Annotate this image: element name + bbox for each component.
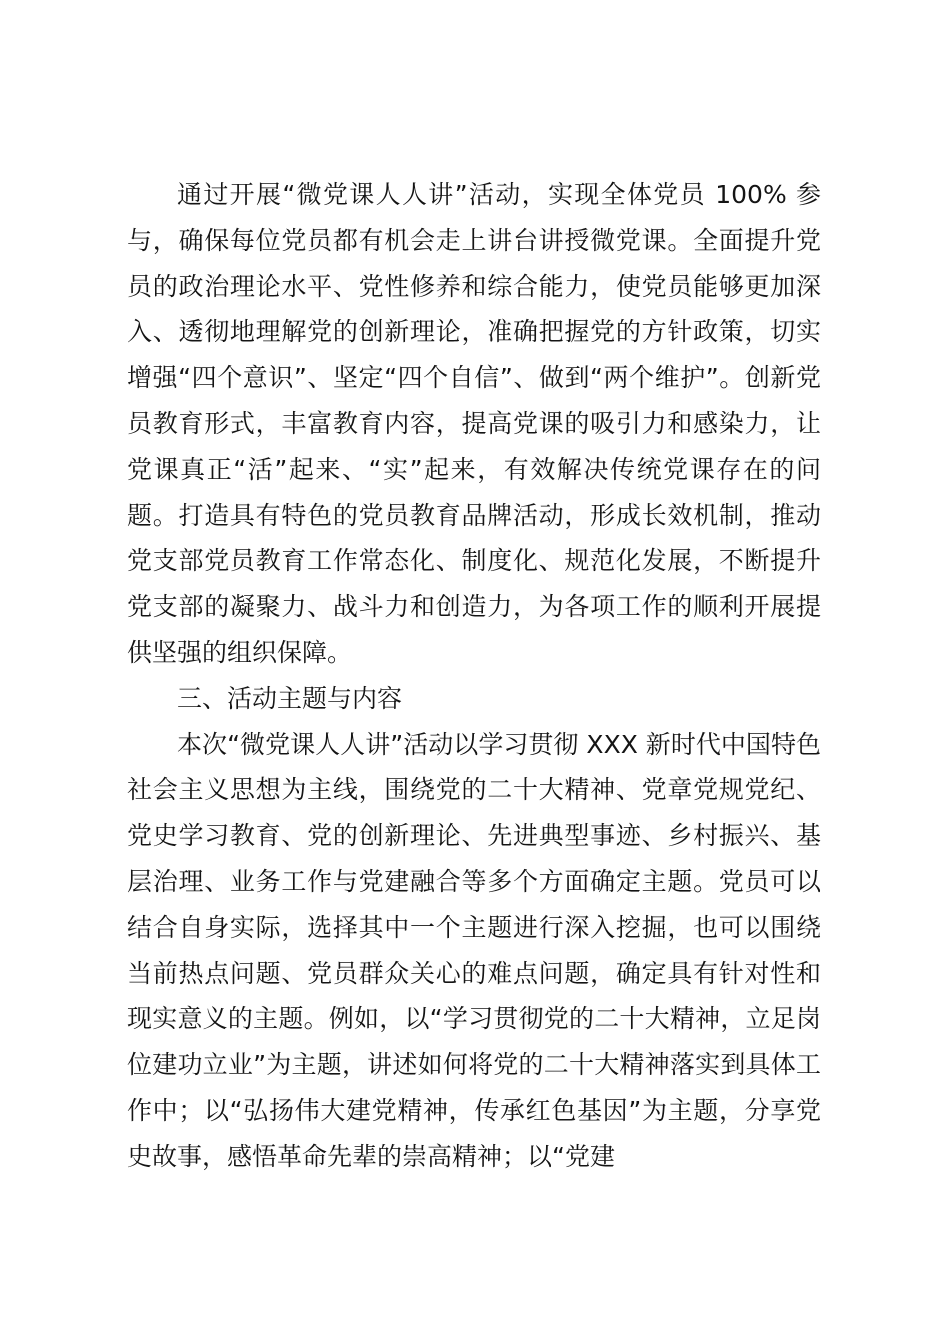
paragraph-theme-content: 本次“微党课人人讲”活动以学习贯彻 XXX 新时代中国特色社会主义思想为主线，围绕党的二十大精神、党章党规党纪、党史学习教育、党的创新理论、先进典型事迹、乡村振兴、基层治理、业务工作与党建融合等多个方面确定主题。党员可以结合自身实际，选择其中一个主题进行深入挖掘，也可以围绕当前热点问题、党员群众关心的难点问题，确定具有针对性和现实意义的主题。例如，以“学习贯彻党的二十大精神，立足岗位建功立业”为主题，讲述如何将党的二十大精神落实到具体工作中；以“弘扬伟大建党精神，传承红色基因”为主题，分享党史故事，感悟革命先辈的崇高精神；以“党建 bbox=[127, 729, 821, 1171]
section-heading: 三、活动主题与内容 bbox=[177, 683, 403, 713]
paragraph-objectives: 通过开展“微党课人人讲”活动，实现全体党员 100% 参与，确保每位党员都有机会走上讲台讲授微党课。全面提升党员的政治理论水平、党性修养和综合能力，使党员能够更加深入、透彻地理解党的创新理论，准确把握党的方针政策，切实增强“四个意识”、坚定“四个自信”、做到“两个维护”。创新党员教育形式，丰富教育内容，提高党课的吸引力和感染力，让党课真正“活”起来、“实”起来，有效解决传统党课存在的问题。打造具有特色的党员教育品牌活动，形成长效机制，推动党支部党员教育工作常态化、制度化、规范化发展，不断提升党支部的凝聚力、战斗力和创造力，为各项工作的顺利开展提供坚强的组织保障。 bbox=[127, 180, 821, 667]
document-body bbox=[127, 172, 821, 1180]
